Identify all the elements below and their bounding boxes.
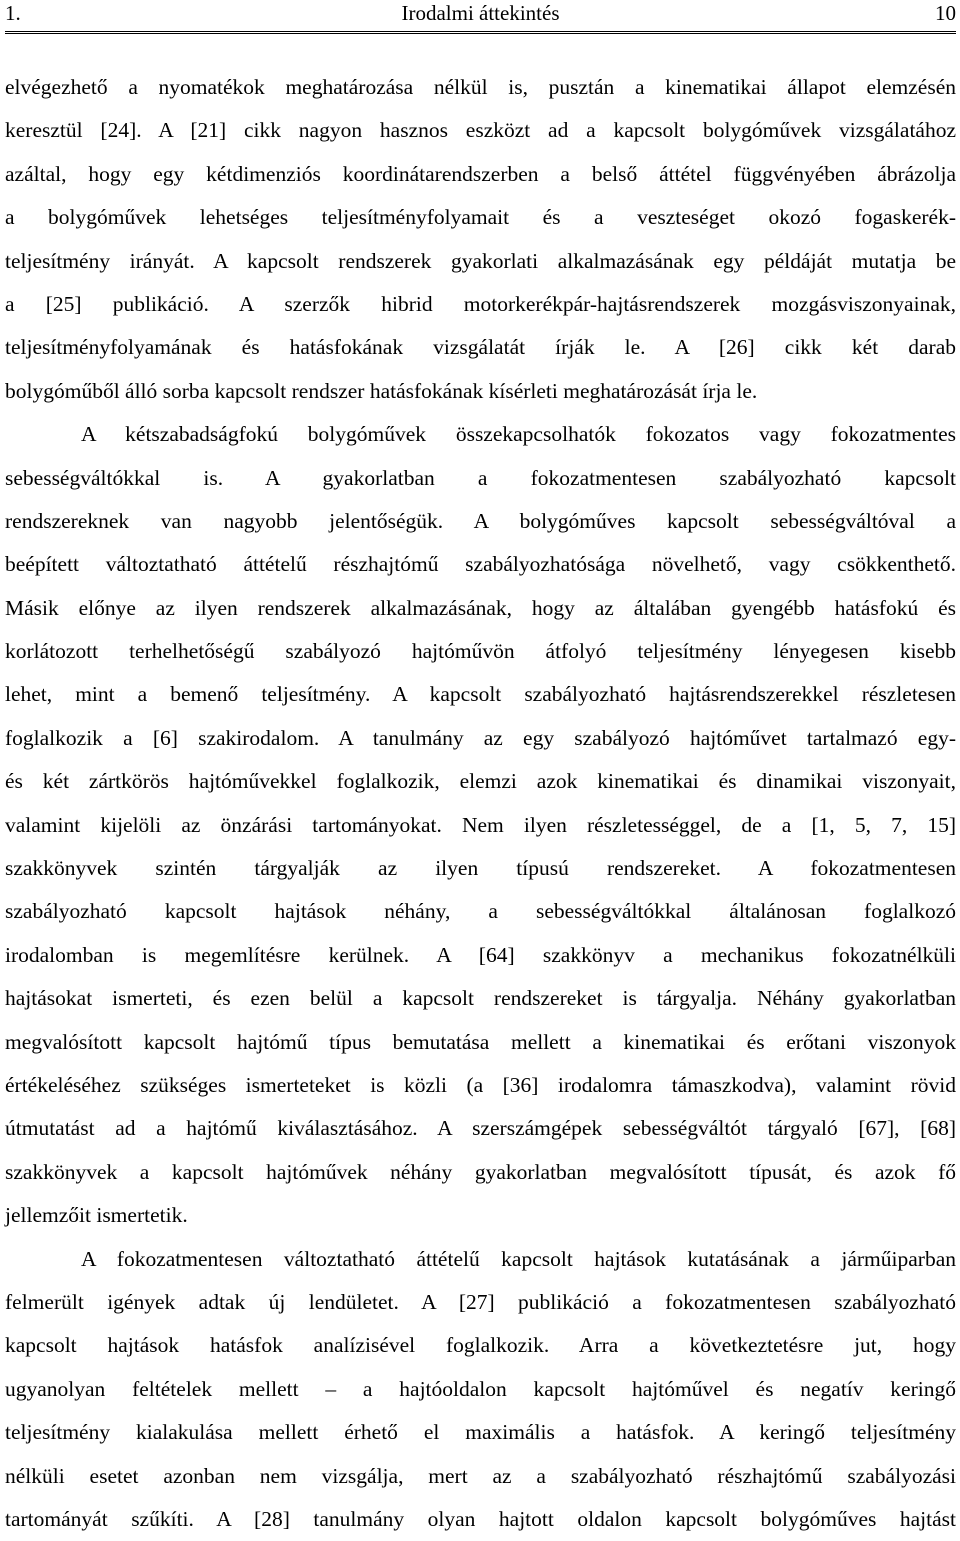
text-line: a [25] publikáció. A szerzők hibrid motorkerékpár-hajtásrendszerek mozgásviszonyainak, xyxy=(5,291,956,316)
text-line: szakkönyvek szintén tárgyalják az ilyen típusú rendszereket. A fokozatmentesen xyxy=(5,856,956,881)
text-line: elvégezhető a nyomatékok meghatározása nélkül is, pusztán a kinematikai állapot elemzésén xyxy=(5,75,956,99)
text-line: foglalkozik a [6] szakirodalom. A tanulmány az egy szabályozó hajtóművet tartalmazó egy- xyxy=(5,725,956,750)
text-line: azáltal, hogy egy kétdimenziós koordinátarendszerben a belső áttétel függvényében ábrázolja xyxy=(5,161,956,186)
text-line: sebességváltókkal is. A gyakorlatban a fokozatmentesen szabályozható kapcsolt xyxy=(5,465,956,490)
text-line: szabályozható kapcsolt hajtások néhány, a sebességváltókkal általánosan foglalkozó xyxy=(5,899,956,924)
text-line: jellemzőit ismertetik. xyxy=(5,1203,188,1228)
text-line: teljesítmény irányát. A kapcsolt rendszerek gyakorlati alkalmazásának egy példáját mutatja be xyxy=(5,248,956,273)
text-line: teljesítményfolyamának és hatásfokának vizsgálatát írják le. A [26] cikk két darab xyxy=(5,335,956,360)
text-line: teljesítmény kialakulása mellett érhető el maximális a hatásfok. A keringő teljesítmény xyxy=(5,1420,956,1445)
text-line: valamint kijelöli az önzárási tartományokat. Nem ilyen részletességgel, de a [1, 5, 7, 15] xyxy=(5,812,956,837)
running-header xyxy=(5,0,956,34)
text-line: beépített változtatható áttételű részhajtómű szabályozhatósága növelhető, vagy csökkenthető. xyxy=(5,552,956,577)
text-line: nélküli esetet azonban nem vizsgálja, mert az a szabályozható részhajtómű szabályozási xyxy=(5,1463,956,1488)
text-line: Másik előnye az ilyen rendszerek alkalmazásának, hogy az általában gyengébb hatásfokú és xyxy=(5,595,956,620)
text-line: keresztül [24]. A [21] cikk nagyon hasznos eszközt ad a kapcsolt bolygóművek vizsgálatához xyxy=(5,118,956,143)
text-line: ugyanolyan feltételek mellett – a hajtóoldalon kapcsolt hajtóművel és negatív keringő xyxy=(5,1376,956,1401)
text-line: és két zártkörös hajtóművekkel foglalkozik, elemzi azok kinematikai és dinamikai viszonyait, xyxy=(5,769,956,794)
page-number: 10 xyxy=(935,1,956,25)
text-line: a bolygóművek lehetséges teljesítményfolyamait és a veszteséget okozó fogaskerék- xyxy=(5,205,956,230)
text-line: értékeléséhez szükséges ismerteteket is közli (a [36] irodalomra támaszkodva), valamint rövid xyxy=(5,1072,956,1097)
body-text xyxy=(5,66,956,1541)
paragraph xyxy=(5,413,956,1237)
text-line: hajtásokat ismerteti, és ezen belül a kapcsolt rendszereket is tárgyalja. Néhány gyakorlatban xyxy=(5,986,956,1011)
text-line: lehet, mint a bemenő teljesítmény. A kapcsolt szabályozható hajtásrendszerekkel részletesen xyxy=(5,682,956,707)
text-line: útmutatást ad a hajtómű kiválasztásához. A szerszámgépek sebességváltót tárgyaló [67], [68] xyxy=(5,1116,956,1141)
text-line: tartományát szűkíti. A [28] tanulmány olyan hajtott oldalon kapcsolt bolygóműves hajtást xyxy=(5,1506,956,1531)
text-line: bolygóműből álló sorba kapcsolt rendszer hatásfokának kísérleti meghatározását írja le. xyxy=(5,378,758,403)
text-line: szakkönyvek a kapcsolt hajtóművek néhány gyakorlatban megvalósított típusát, és azok fő xyxy=(5,1159,956,1184)
text-line: kapcsolt hajtások hatásfok analízisével foglalkozik. Arra a következtetésre jut, hogy xyxy=(5,1333,956,1358)
text-line: felmerült igények adtak új lendületet. A [27] publikáció a fokozatmentesen szabályozható xyxy=(5,1289,956,1314)
paragraph xyxy=(5,66,956,413)
chapter-title: Irodalmi áttekintés xyxy=(401,1,560,25)
chapter-number: 1. xyxy=(5,1,21,25)
text-line: megvalósított kapcsolt hajtómű típus bemutatása mellett a kinematikai és erőtani viszonyok xyxy=(5,1029,956,1054)
text-line: A fokozatmentesen változtatható áttételű kapcsolt hajtások kutatásának a járműiparban xyxy=(81,1246,956,1271)
text-line: A kétszabadságfokú bolygóművek összekapcsolhatók fokozatos vagy fokozatmentes xyxy=(81,422,956,447)
text-line: irodalomban is megemlítésre kerülnek. A [64] szakkönyv a mechanikus fokozatnélküli xyxy=(5,942,956,967)
text-line: rendszereknek van nagyobb jelentőségük. A bolygóműves kapcsolt sebességváltóval a xyxy=(5,508,956,533)
text-line: korlátozott terhelhetőségű szabályozó hajtóművön átfolyó teljesítmény lényegesen kisebb xyxy=(5,639,956,664)
paragraph xyxy=(5,1238,956,1541)
